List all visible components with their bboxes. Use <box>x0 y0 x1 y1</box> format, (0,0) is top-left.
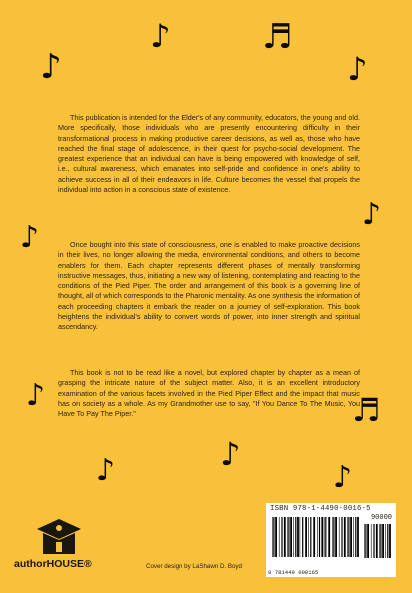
publisher-logo <box>14 518 104 578</box>
blurb-paragraph: Once bought into this state of consciousness, one is enabled to make proactive decisions in their lives, no longer allowing the media, environmental conditions, and others to become enablers for them. Each chapter represents different phases of mentally transforming instructive messages, thus, initiating a new way of listening, contemplating and reacting to the conditions of the Pied Piper. The order and arrangement of this book is a governing line of thought, all of which corresponds to the Pharonic mentality. As one synthesis the information of each proceeding chapters it embark the reader on a journey of self-exploration. This book heightens the individual's ability to convert words of power, into inner strength and spiritual ascendancy. <box>58 240 360 332</box>
publisher-emblem-icon <box>36 518 82 558</box>
music-note-icon: ♬ <box>352 391 381 429</box>
music-note-icon: ♪ <box>333 460 353 495</box>
music-note-icon: ♪ <box>26 378 46 413</box>
music-note-icon: ♪ <box>220 435 241 473</box>
music-note-icon: ♪ <box>150 17 171 55</box>
price-code: 90000 <box>370 514 392 522</box>
music-note-icon: ♬ <box>262 17 293 57</box>
blurb-paragraph: This book is not to be read like a novel, but explored chapter by chapter as a mean of grasping the intricate nature of the subject matter. Also, it is an excellent introductory examination of the various facets involved in the Pied Piper Effect and the impact that music has on society as a whole. As my Grandmother use to say, "If You Dance To The Music, You Have To Pay The Piper." <box>58 368 360 419</box>
price-barcode-bars <box>363 524 393 558</box>
music-note-icon: ♪ <box>40 47 62 87</box>
music-note-icon: ♪ <box>20 220 40 255</box>
publisher-name: authorHOUSE® <box>14 558 92 570</box>
music-note-icon: ♪ <box>347 50 368 88</box>
isbn-number: ISBN 978-1-4490-0016-5 <box>270 505 371 513</box>
music-note-icon: ♪ <box>96 453 116 488</box>
music-note-icon: ♪ <box>362 197 382 232</box>
barcode-bars <box>271 517 361 557</box>
isbn-barcode <box>266 503 396 577</box>
barcode-digits: 9 781449 000165 <box>268 569 319 576</box>
cover-design-credit: Cover design by LaShawn D. Boyd <box>146 563 242 570</box>
blurb-paragraph: This publication is intended for the Elder's of any community, educators, the young and old. More specifically, those individuals who are presently encountering difficulty in their transformational process in making productive career decisions, as well as, those who have reached the final stage of adolescence, in their quest for psycho-social development. The greatest experience that an individual can have is being empowered with knowledge of self, i.e., cultural awareness, which emanates into self-pride and confidence in one's ability to achieve success in all of their endeavors in life. Culture becomes the vessel that propels the individual into action in a conscious state of existence. <box>58 113 360 195</box>
